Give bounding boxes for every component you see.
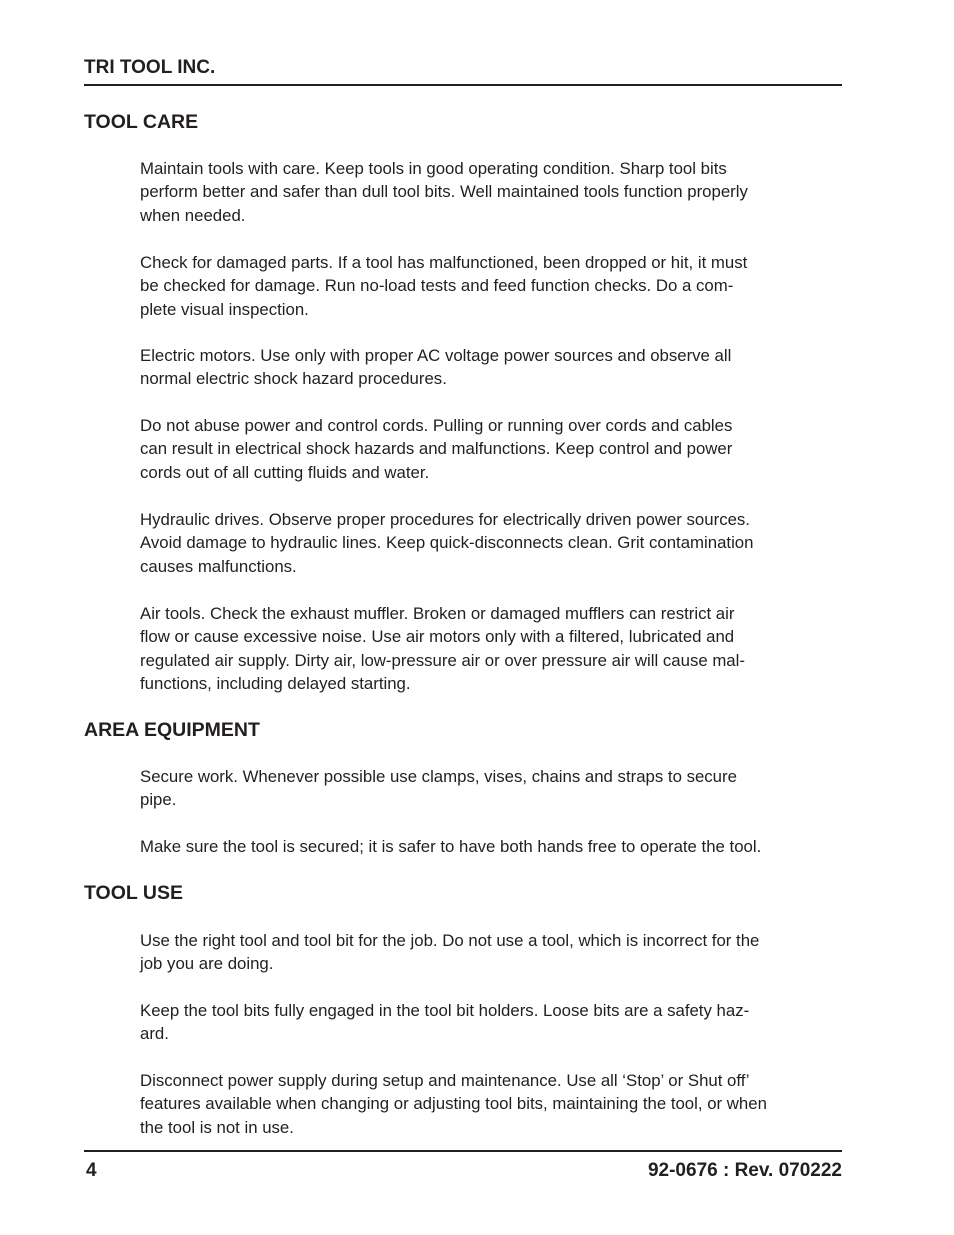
paragraph	[140, 765, 845, 812]
text-line: the tool is not in use.	[140, 1117, 294, 1137]
text-line: causes malfunctions.	[140, 556, 297, 576]
text-line: Use the right tool and tool bit for the job. Do not use a tool, which is incorrect for the	[140, 931, 760, 950]
text-line: perform better and safer than dull tool bits. Well maintained tools function properly	[140, 182, 748, 202]
paragraph	[140, 251, 845, 321]
text-line: functions, including delayed starting.	[140, 673, 411, 693]
text-line: Maintain tools with care. Keep tools in good operating condition. Sharp tool bits	[140, 159, 727, 178]
text-line: plete visual inspection.	[140, 299, 309, 319]
text-line: Secure work. Whenever possible use clamps, vises, chains and straps to secure	[140, 767, 737, 786]
paragraph	[140, 344, 845, 391]
paragraph	[140, 602, 845, 695]
text-line: pipe.	[140, 790, 177, 810]
page-number: 4	[86, 1160, 97, 1181]
paragraph	[140, 999, 845, 1046]
text-line: cords out of all cutting fluids and water.	[140, 462, 430, 482]
section-title-tool-use: TOOL USE	[84, 882, 183, 904]
page-header	[84, 55, 842, 86]
text-line: can result in electrical shock hazards and malfunctions. Keep control and power	[140, 439, 733, 459]
text-line: Make sure the tool is secured; it is safer to have both hands free to operate the tool.	[140, 837, 762, 856]
section-title-tool-care: TOOL CARE	[84, 111, 199, 133]
text-line: when needed.	[140, 205, 246, 225]
text-line: be checked for damage. Run no-load tests and feed function checks. Do a com-	[140, 276, 734, 296]
paragraph	[140, 414, 845, 484]
paragraph	[140, 929, 845, 976]
paragraph	[140, 508, 845, 578]
text-line: Keep the tool bits fully engaged in the tool bit holders. Loose bits are a safety haz-	[140, 1001, 750, 1020]
text-line: normal electric shock hazard procedures.	[140, 369, 447, 389]
text-line: regulated air supply. Dirty air, low-pressure air or over pressure air will cause mal-	[140, 650, 745, 670]
paragraph	[140, 157, 845, 227]
text-line: ard.	[140, 1024, 169, 1044]
text-line: Electric motors. Use only with proper AC voltage power sources and observe all	[140, 346, 732, 365]
text-line: job you are doing.	[140, 954, 274, 974]
document-revision: 92-0676 : Rev. 070222	[647, 1160, 842, 1181]
text-line: Disconnect power supply during setup and maintenance. Use all ‘Stop’ or Shut off’	[140, 1071, 750, 1090]
company-name: TRI TOOL INC.	[84, 57, 216, 78]
text-line: Check for damaged parts. If a tool has malfunctioned, been dropped or hit, it must	[140, 253, 748, 272]
page-footer	[84, 1150, 842, 1192]
text-line: features available when changing or adjusting tool bits, maintaining the tool, or when	[140, 1094, 767, 1114]
text-line: Hydraulic drives. Observe proper procedures for electrically driven power sources.	[140, 510, 750, 529]
section-title-area-equipment: AREA EQUIPMENT	[84, 719, 260, 741]
text-line: flow or cause excessive noise. Use air motors only with a filtered, lubricated and	[140, 627, 735, 647]
paragraph	[140, 1069, 845, 1139]
text-line: Do not abuse power and control cords. Pulling or running over cords and cables	[140, 416, 733, 435]
paragraph	[140, 835, 845, 858]
text-line: Air tools. Check the exhaust muffler. Broken or damaged mufflers can restrict air	[140, 604, 735, 623]
text-line: Avoid damage to hydraulic lines. Keep quick-disconnects clean. Grit contamination	[140, 533, 754, 553]
